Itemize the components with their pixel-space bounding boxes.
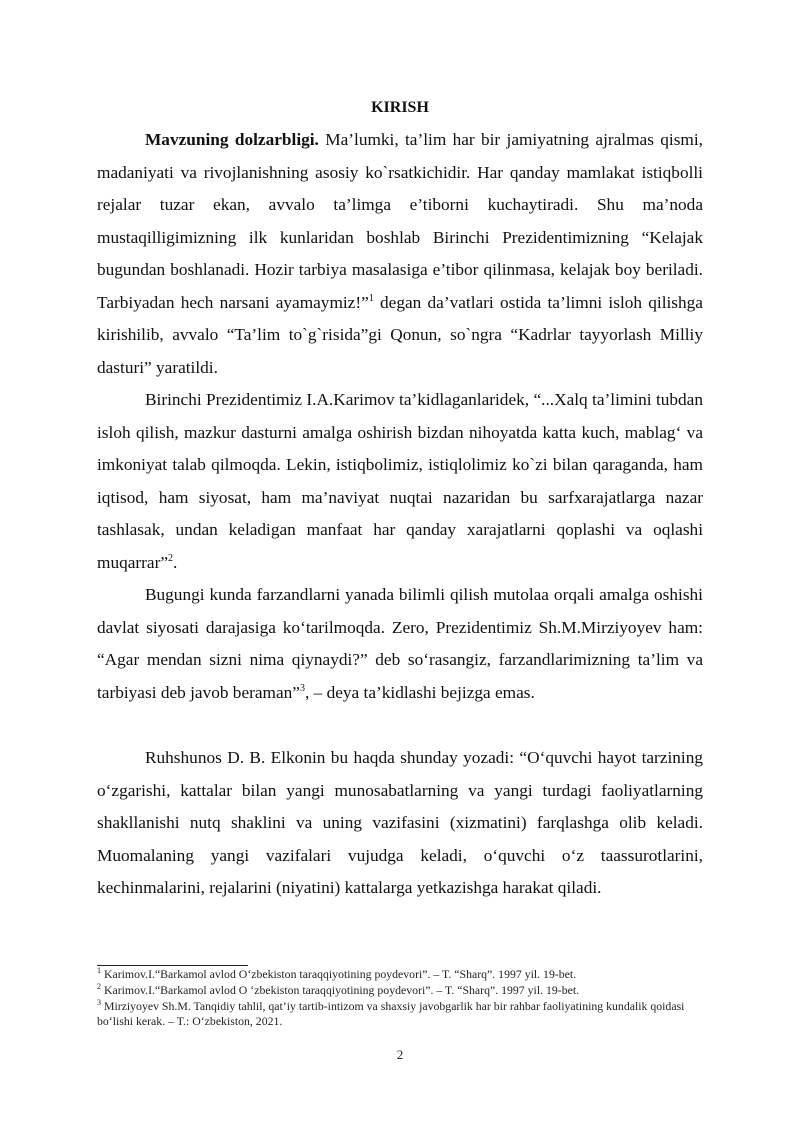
- paragraph-text: Ma’lumki, ta’lim har bir jamiyatning ajralmas qismi, madaniyati va rivojlanishning asosiy ko`rsatkichidir. Har qanday mamlakat istiqbolli rejalar tuzar ekan, avvalo ta’limga e’tiborni kuchaytiradi. Shu ma’noda mustaqilligimizning ilk kunlaridan boshlab Birinchi Prezidentimizning “Kelajak bugundan boshlanadi. Hozir tarbiya masalasiga e’tibor qilinmasa, kelajak boy beriladi. Tarbiyadan hech narsani ayamaymiz!”: [97, 130, 704, 312]
- footnote-ref[interactable]: 3: [299, 682, 305, 694]
- footnote-item: [97, 999, 703, 1031]
- footnote-item: [97, 967, 703, 983]
- footnotes: [97, 967, 703, 1030]
- footnote-text: Karimov.I.“Barkamol avlod O ‘zbekiston taraqqiyotining poydevori”. – T. “Sharq”. 1997 yil. 19-bet.: [101, 982, 580, 997]
- paragraph-text: degan da’vatlari ostida ta’limni isloh qilishga kirishilib, avvalo “Ta’lim to`g`risida”gi Qonun, so`ngra “Kadrlar tayyorlash Milliy dasturi” yaratildi.: [97, 292, 703, 377]
- paragraph-elkonin-quote: [97, 742, 703, 905]
- footnote-text: Mirziyoyev Sh.M. Tanqidiy tahlil, qat’iy tartib-intizom va shaxsiy javobgarlik har bir rahbar faoliyatining kundalik qoidasi bo‘lishi kerak. – T.: O‘zbekiston, 2021.: [97, 998, 685, 1029]
- footnote-ref[interactable]: 2: [168, 552, 173, 564]
- footnote-divider: [97, 965, 248, 966]
- paragraph-mirziyoyev-quote: [97, 579, 703, 709]
- paragraph-text: , – deya ta’kidlashi bejizga emas.: [304, 682, 535, 702]
- footnote-number: 3: [97, 997, 101, 1007]
- paragraph-text: .: [173, 552, 178, 572]
- paragraph-lead: Mavzuning dolzarbligi.: [145, 130, 319, 149]
- footnote-number: 1: [97, 966, 101, 976]
- paragraph-text: Bugungi kunda farzandlarni yanada bilimli qilish mutolaa orqali amalga oshishi davlat siyosati darajasiga ko‘tarilmoqda. Zero, Prezidentimiz Sh.M.Mirziyoyev ham: “Agar mendan sizni nima qiynaydi?” deb so‘rasangiz, farzandlarimizning ta’lim va tarbiyasi deb javob beraman”: [97, 585, 703, 702]
- paragraph-relevance: [97, 124, 703, 384]
- footnote-number: 2: [97, 981, 101, 991]
- footnote-item: [97, 983, 703, 999]
- footnote-text: Karimov.I.“Barkamol avlod O‘zbekiston taraqqiyotining poydevori”. – T. “Sharq”. 1997 yil. 19-bet.: [101, 967, 577, 981]
- footnote-ref[interactable]: 1: [368, 292, 374, 304]
- paragraph-text: Birinchi Prezidentimiz I.A.Karimov ta’kidlaganlaridek, “...Xalq ta’limini tubdan isloh qilish, mazkur dasturni amalga oshirish bizdan nihoyatda katta kuch, mablag‘ va imkoniyat talab qilmoqda. Lekin, istiqbolimiz, istiqlolimiz ko`zi bilan qaraganda, ham iqtisod, ham siyosat, ham ma’naviyat nuqtai nazaridan bu sarfxarajatlarga nazar tashlasak, undan keladigan manfaat har qanday xarajatlarni qoplashi va oqlashi muqarrar”: [97, 390, 703, 572]
- paragraph-text: Ruhshunos D. B. Elkonin bu haqda shunday yozadi: “O‘quvchi hayot tarzining o‘zgarishi, kattalar bilan yangi munosabatlarning va yangi turdagi faoliyatlarning shakllanishi nutq shaklini va uning vazifasini (xizmatini) farqlashga olib keladi. Muomalaning yangi vazifalari vujudga keladi, o‘quvchi o‘z taassurotlarini, kechinmalarini, rejalarini (niyatini) kattalarga yetkazishga harakat qiladi.: [97, 748, 703, 897]
- page-number: 2: [396, 1047, 404, 1062]
- section-heading: KIRISH: [371, 99, 429, 116]
- paragraph-karimov-quote: [97, 384, 703, 579]
